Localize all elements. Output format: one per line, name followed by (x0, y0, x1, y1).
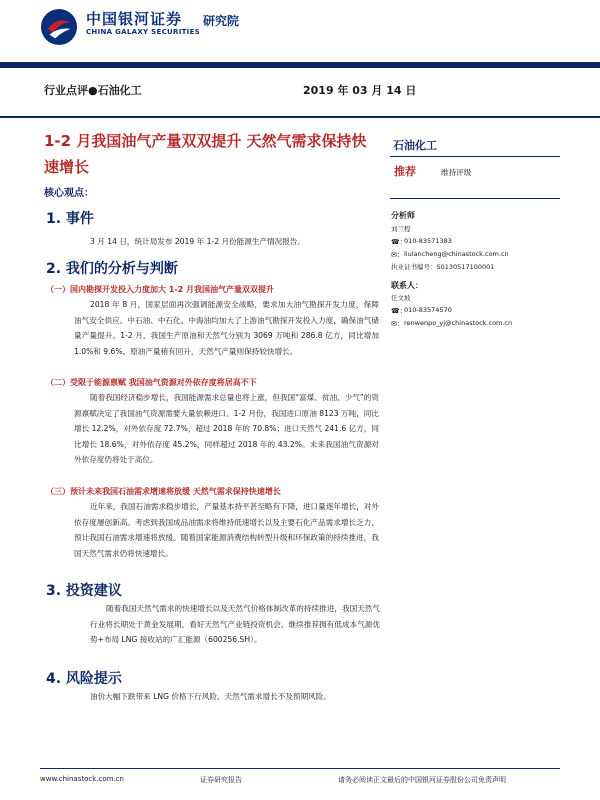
section-4-heading: 4. 风险提示 (46, 671, 122, 687)
analyst-name: 刘兰程 (391, 225, 411, 233)
phone-icon: ☎： (391, 238, 407, 246)
report-type: 行业点评●石油化工 (44, 84, 142, 97)
contact-phone: 010-83574570 (404, 306, 452, 314)
section-3-heading: 3. 投资建议 (46, 583, 122, 599)
section-2-para-3: 近年来，我国石油需求稳步增长，产量基本持平甚至略有下降，进口量逐年增长，对外依存度屡创新高。考虑到我国成品油需求将维持低速增长以及主要石化产品需求增长乏力，预计我国石油需求增速将放缓。随着国家能源消费结构转型升级和环保政策的持续推进，我国天然气需求仍将快速增长。 (74, 502, 379, 558)
core-views-label: 核心观点： (44, 188, 94, 199)
footer-disclaimer: 请务必阅读正文最后的中国银河证券股份公司免责声明 (338, 776, 506, 784)
analyst-cert: 执业证书编号：S0130517100001 (391, 263, 495, 271)
rating-note: 维持评级 (441, 168, 472, 177)
section-2-sub-3: （三）预计未来我国石油需求增速将放缓 天然气需求保持快速增长 (46, 487, 281, 496)
side-industry: 石油化工 (393, 139, 437, 152)
contact-name: 任文坡 (391, 294, 411, 302)
analyst-phone: 010-83571383 (404, 237, 452, 245)
email-icon: ✉： (391, 320, 404, 328)
section-1-heading: 1. 事件 (46, 211, 94, 227)
email-icon: ✉： (391, 251, 404, 259)
side-divider-1 (390, 156, 560, 157)
company-logo (40, 8, 78, 46)
side-divider-2 (390, 198, 560, 199)
footer-url[interactable]: www.chinastock.com.cn (40, 775, 124, 783)
footer-center-label: 证券研究报告 (200, 776, 242, 784)
phone-icon: ☎： (391, 307, 407, 315)
rating-badge: 推荐 (394, 165, 416, 178)
contact-label: 联系人： (391, 281, 423, 290)
logo-text-en: CHINA GALAXY SECURITIES (86, 28, 200, 36)
analyst-label: 分析师 (391, 211, 415, 220)
analyst-email: liulancheng@chinastock.com.cn (404, 250, 509, 258)
section-2-sub-1: （一）国内勘探开发投入力度加大 1-2 月我国油气产量双双提升 (46, 285, 275, 294)
section-2-sub-2: （二）受限于能源禀赋 我国油气资源对外依存度将居高不下 (46, 378, 257, 387)
report-title: 1-2 月我国油气产量双双提升 天然气需求保持快速增长 (44, 132, 367, 176)
footer-divider (40, 768, 560, 769)
section-1-text: 3 月 14 日，统计局发布 2019 年 1-2 月份能源生产情况报告。 (90, 237, 305, 246)
section-2-para-1: 2018 年 8 月，国家层面再次强调能源安全战略，要求加大油气勘探开发力度，保障油气安全供应。中石油、中石化、中海油均加大了上游油气勘探开发投入力度，确保油气储量产量提升。1-2 月，我国生产原油和天然气分别为 3069 万吨和 286.8 亿方，同比增加 1.0%和 9.6%。原油产量稍有回升，天然气产量则保持较快增长。 (74, 300, 379, 356)
section-2-para-2: 随着我国经济稳步增长，我国能源需求总量也将上涨，但我国“富煤、贫油、少气”的资源禀赋决定了我国油气资源需要大量依赖进口。1-2 月份，我国进口原油 8123 万吨，同比增长 12.2%，对外依存度 72.7%，超过 2018 年的 70.8%；进口天然气 241.6 亿方，同比增长 18.6%，对外依存度 45.2%，同样超过 2018 年的 43.2%。未来我国油气资源对外依存度仍将处于高位。 (74, 393, 379, 464)
logo-text-cn: 中国银河证券 (86, 10, 183, 28)
institute-label: 研究院 (203, 14, 240, 28)
section-4-text: 油价大幅下跌带来 LNG 价格下行风险、天然气需求增长不及预期风险。 (90, 692, 331, 701)
contact-email: renwenpo_yj@chinastock.com.cn (404, 319, 513, 327)
section-2-heading: 2. 我们的分析与判断 (46, 261, 178, 277)
section-3-text: 随着我国天然气需求的快速增长以及天然气价格体制改革的持续推进，我国天然气行业将长期处于黄金发展期，看好天然气产业链投资机会。继续推荐拥有低成本气源优势+布局 LNG 接收站的广汇能源（600256.SH）。 (90, 604, 380, 644)
report-date: 2019 年 03 月 14 日 (303, 84, 417, 97)
